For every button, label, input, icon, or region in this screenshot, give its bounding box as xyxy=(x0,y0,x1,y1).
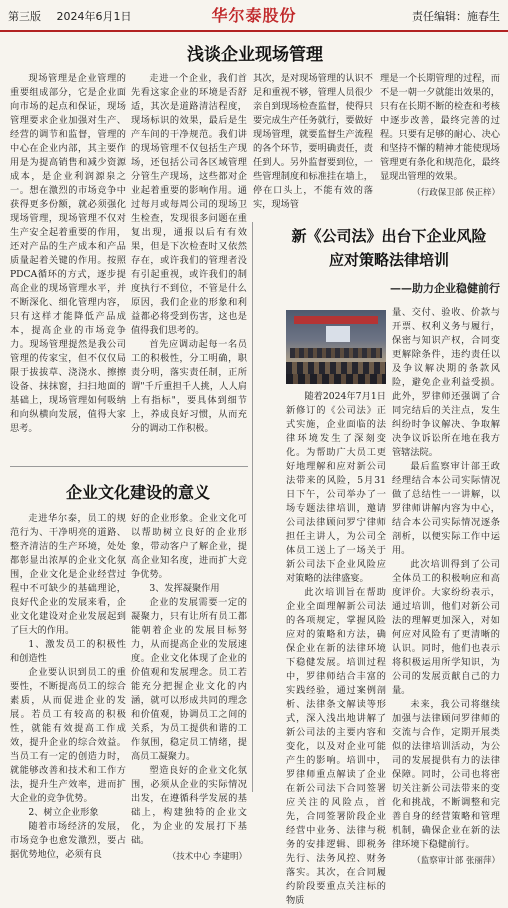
article3-subtitle: ——助力企业稳健前行 xyxy=(390,282,500,295)
article2-col1c-text: 随着市场经济的发展，市场竞争也愈发激烈，要占据优势地位，必须有良 xyxy=(10,821,126,860)
article2-col2-text: 好的企业形象。企业文化可以帮助树立良好的企业形象，带动客户了解企业，提高企业知名度，进而扩大竞争优势。 xyxy=(131,513,247,580)
article3-title-line1: 新《公司法》出台下企业风险 xyxy=(291,227,487,245)
article3-col-b3-text: 此次培训得到了公司全体员工的积极响应和高度评价。大家纷纷表示，通过培训，他们对新公司法的理解更加深入，对如何应对风险有了更清晰的认识。同时，他们也表示将积极运用所学知识，为公司的发展贡献自己的力量。 xyxy=(392,559,500,696)
article2-col2b-text: 企业的发展需要一定的凝聚力，只有让所有员工都能朝着企业的发展目标努力，从而提高企业的发展速度。企业文化体现了企业的价值观和发展理念。员工若能充分把握企业文化的内涵，就可以形成共同的理念和价值观，协调员工之间的关系，为员工提供和谐的工作氛围，稳定员工情绪，提高员工凝聚力。 xyxy=(131,597,247,762)
editor-credit: 责任编辑：施春生 xyxy=(412,10,500,23)
divider-left xyxy=(10,466,248,467)
article3-col-b2-text: 最后监察审计部王政经理结合本公司实际情况做了总结性一一讲解，以罗律师讲解内容为中心，结合本公司实际情况逐条剖析，以便实际工作中运用。 xyxy=(392,461,500,556)
article1-title: 浅谈企业现场管理 xyxy=(187,45,323,65)
article1-col3 xyxy=(253,72,373,220)
paper-name: 华尔泰股份 xyxy=(211,6,297,25)
article2-sub3: 3、发挥凝聚作用 xyxy=(149,583,220,594)
photo-audience-row xyxy=(286,374,386,384)
article1-col2b-text: 首先应调动起每一名员工的积极性，分工明确，职责分明，落实责任制，正所谓"千斤重担千人挑，人人肩上有指标"，要具体到细节上，养成良好习惯，从而充分的调动工作积极。 xyxy=(131,339,247,434)
photo-banner xyxy=(294,316,378,324)
article2-title: 企业文化建设的意义 xyxy=(65,483,210,502)
page-number: 第三版 xyxy=(8,10,41,23)
article1-col2-text: 走进一个企业，我们首先看这家企业的环境是否舒适，其次是道路清洁程度，现场标识的效果，最后是生产车间的干净规范。我们讲的现场管理不仅包括生产现场，还包括公司各区域管理分管生产现场，这些都对企业起着重要的影响作用。通过每月或每周公司的现场卫生检查，发现很多问题在重复出现，通报以后有有效果，但是下次检查时又依然存在，或许我们的管理者没有引起重视，或许我们的制度执行不到位，不管是什么原因，我们企业的形象和利益都必将受到伤害，这也是值得我们思考的。 xyxy=(131,73,247,336)
article3-col-a2-text: 此次培训旨在帮助企业全面理解新公司法的各项规定，掌握风险应对的策略和方法，确保企业在新的法律环境下稳健发展。培训过程中，罗律师结合丰富的实践经验，通过案例剖析、法律条文解读等形式，深入浅出地讲解了新公司法的主要内容和变化，以及对企业可能产生的影响。培训中，罗律师重点解读了企业在新公司法下合同签署应关注的风险点，首先，合同签署阶段企业经营中业务、法律与税务的安排逻辑、即税务先行、法务风控、财务落实。其次，在合同履约阶段要重点关注标的物质 xyxy=(286,587,386,906)
article1-col4 xyxy=(380,72,500,222)
article2-byline: （技术中心 李建明） xyxy=(167,852,247,862)
article3-byline: （监察审计部 张丽萍） xyxy=(412,856,500,866)
article2-sub2: 2、树立企业形象 xyxy=(28,807,99,818)
photo-audience-row xyxy=(286,362,386,374)
training-photo xyxy=(286,310,386,384)
article1-col4-text: 理是一个长期管理的过程，而不是一朝一夕就能出效果的，只有在长期不断的检查和考核中逐步改善，最终完善的过程。只要有足够的耐心、决心和坚持不懈的精神才能使现场管理更有条化和规范化，最终显现出管理的效果。 xyxy=(380,73,500,182)
article2-col2 xyxy=(131,512,247,862)
article2-col1 xyxy=(10,512,126,860)
article1-col1 xyxy=(10,72,126,444)
photo-screen xyxy=(326,326,350,342)
article1-byline: （行政保卫部 侯正梓） xyxy=(412,188,500,198)
article1-col2 xyxy=(131,72,247,450)
article2-col1b-text: 企业要认识到员工的重要性，不断提高员工的综合素质，从而促进企业的发展。若员工有较高的积极性，就能有效提高工作成效，提升企业的综合效益。当员工有一定的创造力时，就能够改善和技术和工作方法，提升生产效率，进而扩大企业的竞争优势。 xyxy=(10,667,126,804)
article3-col-b-text: 量、交付、验收、价款与开票、权利义务与履行，保密与知识产权，合同变更解除条件，违约责任以及争议解决期的条款风险，避免企业利益受损。此外，罗律师还强调了合同完结后的关注点，发生纠纷时争议解决、争取解决争议诉讼所在地在我方管辖法院。 xyxy=(392,307,500,458)
issue-date: 2024年6月1日 xyxy=(56,10,132,23)
article3-col-a xyxy=(286,390,386,906)
article2-col2c-text: 塑造良好的企业文化氛围，必须从企业的实际情况出发，在遵循科学发展的基础上，构建独特的企业文化，为企业的发展打下基础。 xyxy=(131,765,247,846)
article3-col-b4-text: 未来，我公司将继续加强与法律顾问罗律师的交流与合作，定期开展类似的法律培训活动，为公司的发展提供有力的法律保障。同时，公司也将密切关注新公司法带来的变化和挑战，不断调整和完善自身的经营策略和管理机制，确保企业在新的法律环境下稳健前行。 xyxy=(392,699,500,850)
article2-col1-text: 走进华尔泰，员工的规范行为、干净明亮的道路、整齐清洁的生产环境，处处都彰显出浓厚的企业文化氛围，企业文化是企业经营过程中不可缺少的基础理论，良好代企业的发展来看，企业文化建设对企业发展起到了巨大的作用。 xyxy=(10,513,126,636)
article2-sub1: 1、激发员工的积极性和创造性 xyxy=(10,639,126,664)
article3-col-b xyxy=(392,306,500,866)
article3-title-line2: 应对策略法律培训 xyxy=(328,251,449,269)
article3-col-a-text: 随着2024年7月1日新修订的《公司法》正式实施，企业面临的法律环境发生了深刻变化。为帮助广大员工更好地理解和应对新公司法带来的风险，5月31日下午，公司举办了一场专题法律培训，邀请公司法律顾问罗宁律师担任主讲人，为公司全体员工送上了一场关于新公司法下企业风险应对策略的法律盛宴。 xyxy=(286,391,386,584)
masthead-meta xyxy=(8,8,144,24)
article1-col1-text: 现场管理是企业管理的重要组成部分，它是企业面向市场的起点和保证，现场管理要求企业加强对生产、经营的调节和监督，管理的中心在企业内部，其主要作用是为提高销售和减少资源成本，是企业利润源泉之一。想在激烈的市场竞争中获得更多份额，就必须强化现场管理，现场管理不仅对生产安全起着重要的作用，还对产品的生产成本和产品质量起着关键的作用。按照PDCA循环的方式，逐步提高企业的现场管理水平，并不断深化、细化管理内容，只有这样才能降低产品成本，提高企业的市场竞争力。现场管理提然是我公司管理的传家宝，但不仅仅局限于拔拔草、浇浇水、擦擦设备、抹抹窗，扫扫地面的基础上，现场管理如何吸纳和向纵横向发展，值得大家思考。 xyxy=(10,73,126,434)
photo-audience-row xyxy=(290,348,382,358)
article1-col3-text: 其次，是对现场管理的认识不足和重视不够，管理人员很少亲自到现场检查监督，使得只要完成生产任务就行，要做好现场管理，就要监督生产流程的各个环节，要明确责任，责任到人。另外监督要到位，一些管理制度和标准挂在墙上，停在口头上，不能有效的落实，现场管 xyxy=(253,73,373,210)
divider-vertical xyxy=(252,222,253,792)
